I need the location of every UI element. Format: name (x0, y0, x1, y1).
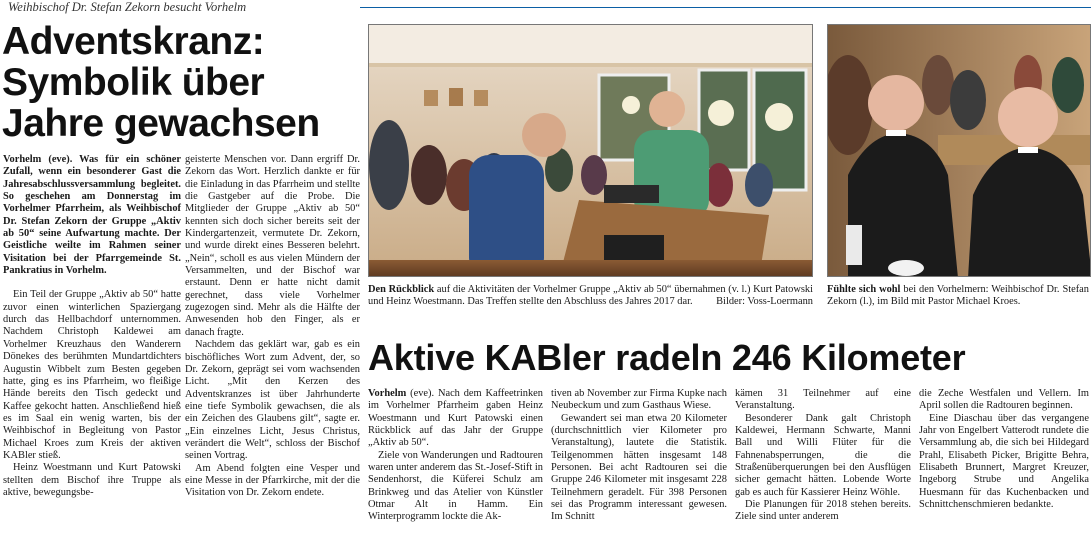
photo-bishop-pastor-image (828, 25, 1091, 277)
photo1-caption-bold: Den Rückblick (368, 284, 435, 295)
article1-paragraph: geisterte Menschen vor. Dann ergriff Dr. Zekorn das Wort. Herzlich dankte er für die Einladung in das Pfarrheim und stellte die Gastgeber auf die Probe. Die Mitglieder der Gruppe „Aktiv ab 50“ kennten sich doch sicher bereits seit der Kindergartenzeit, vermutete Dr. Zekorn, und wurde direkt eines Besseren belehrt. „Nein“, scholl es aus vielen Mündern der Versammelten, und der Bischof war erstaunt. Denn er hatte nicht damit gerechnet, dass viele Vorhelmer zugezogen sind. Mehr als die Hälfte der Anwesenden hob den Finger, als er danach fragte. (185, 154, 360, 338)
headline (2, 21, 362, 144)
headline-2: Aktive KABler radeln 246 Kilometer (368, 337, 966, 378)
article1-paragraph: Nachdem das geklärt war, gab es ein bischöfliches Wort zum Advent, der, so Dr. Zekorn, geprägt sei vom wachsenden Licht. „Mit den Kerzen des Adventskranzes ist über Jahrhunderte eine tiefe Symbolik gewachsen, die als ein Zeichen des Glaubens gilt“, sagte er. „Ein einzelnes Licht, Jesus Christus, verändert die Welt“, schloss der Bischof seinen Vortrag. (185, 339, 360, 462)
article2-paragraph (368, 388, 543, 450)
photo2-caption-bold: Fühlte sich wohl (827, 284, 901, 295)
headline-line-3: Jahre gewachsen (2, 102, 320, 145)
headline-line-1: Adventskranz: (2, 20, 265, 63)
article2-paragraph: Besonderer Dank galt Christoph Kaldewei, Hermann Schwarte, Manni Ball und Willi Flüter für die Fahnenabsperrungen, die die Straßenüberquerungen bei den Ausflügen sicher gemacht hätten. Lobende Worte gab es auch für Kassierer Heinz Wöhle. (735, 412, 911, 498)
article2-paragraph: die Zeche Westfalen und Vellern. Im April sollen die Radtouren beginnen. (919, 388, 1089, 412)
photo-group-meeting (368, 24, 813, 277)
article2-paragraph-text: (eve). Nach dem Kaffeetrinken im Vorhelmer Pfarrheim gaben Heinz Woestmann und Kurt Patowski einen Rückblick auf das Jahr der Gruppe „Aktiv ab 50“. (368, 388, 543, 449)
article1-paragraph: Ein Teil der Gruppe „Aktiv ab 50“ hatte zuvor einen winterlichen Spaziergang durch das Hellbachdorf unternommen. Nachdem Christoph Kaldewei am Vorhelmer Kreuzhaus den Wanderern Dönekes des berühmten Mundartdichters Augustin Wibbelt zum Besten gegeben hatte, ging es ins Pfarrheim, wo fleißige Hände bereits den Tisch gedeckt und Kaffee gekocht hatten. Anschließend hieß es im Saal ein wenig warten, bis der Weihbischof in Begleitung von Pastor Michael Kroes zum Kreis der aktiven KABler stieß. (3, 289, 181, 461)
article1-paragraph: Heinz Woestmann und Kurt Patowski stellten dem Bischof ihre Truppe als aktive, bewegungsbe- (3, 462, 181, 498)
photo-bishop-pastor (827, 24, 1091, 277)
photo1-caption (368, 284, 813, 309)
article2-paragraph: Ziele von Wanderungen und Radtouren waren unter anderem das St.-Josef-Stift in Sendenhorst, die Küferei Schulz am Brinkweg und das Atelier von Künstler Otmar Alt in Hamm. Ein Winterprogramm lockte die Ak- (368, 449, 543, 523)
article2-paragraph: tiven ab November zur Firma Kupke nach Neubeckum und zum Gasthaus Wiese. (551, 388, 727, 412)
kicker-rule (360, 7, 1091, 8)
headline-line-2: Symbolik über (2, 61, 265, 104)
article2-column-3 (735, 388, 911, 524)
article2-paragraph: Gewandert sei man etwa 20 Kilometer (durchschnittlich vier Kilometer pro Veranstaltung), lautete die Statistik. Teilgenommen hätten insgesamt 148 Personen. Bei acht Radtouren sei die Gruppe 246 Kilometer mit insgesamt 228 Teilnehmern geradelt. Für 398 Personen sei das Programm interessant gewesen. Im Schnitt (551, 412, 727, 523)
article1-column-1 (3, 154, 181, 499)
article2-column-4 (919, 388, 1089, 511)
photo-group-meeting-image (369, 25, 813, 277)
article2-column-2 (551, 388, 727, 524)
photo2-caption-text: bei den Vorhelmern: Weihbischof Dr. Stefan Zekorn (l.), im Bild mit Pastor Michael Kroes. (827, 284, 1089, 308)
article2-paragraph: Die Planungen für 2018 stehen bereits. Ziele sind unter anderem (735, 499, 911, 523)
article2-paragraph: kämen 31 Teilnehmer auf eine Veranstaltung. (735, 388, 911, 412)
article1-lead: Vorhelm (eve). Was für ein schöner Zufall, wenn ein besonderer Gast die Jahresabschlussversammlung begleitet. So geschehen am Donnerstag im Vorhelmer Pfarrheim, als Weihbischof Dr. Stefan Zekorn der Gruppe „Aktiv ab 50“ seine Aufwartung machte. Der Geistliche weilte im Rahmen seiner Visitation bei der Pfarrgemeinde St. Pankratius in Vorhelm. (3, 154, 181, 277)
photo2-caption (827, 284, 1089, 309)
kicker: Weihbischof Dr. Stefan Zekorn besucht Vorhelm (8, 0, 247, 14)
article2-lead: Vorhelm (368, 388, 407, 399)
photo1-caption-text: auf die Aktivitäten der Vorhelmer Gruppe „Aktiv ab 50“ übernahmen (v. l.) Kurt Patowski und Heinz Woestmann. Das Treffen stellte den Abschluss des Jahres 2017 dar. (368, 284, 813, 308)
photo-credit: Bilder: Voss-Loermann (716, 296, 813, 308)
article1-column-2 (185, 154, 360, 500)
article2-paragraph: Eine Diaschau über das vergangene Jahr von Engelbert Vatterodt rundete die Versammlung ab, die sich bei Hildegard Prahl, Elisabeth Picker, Brigitte Behra, Elisabeth Brunnert, Margret Kreuzer, Ingeborg Strube und Angelika Huesmann für das Kuchenbacken und Schnittchenschmieren bedankte. (919, 412, 1089, 511)
article1-paragraph: Am Abend folgten eine Vesper und eine Messe in der Pfarrkirche, mit der die Visitation von Dr. Zekorn endete. (185, 462, 360, 499)
article2-column-1 (368, 388, 543, 524)
